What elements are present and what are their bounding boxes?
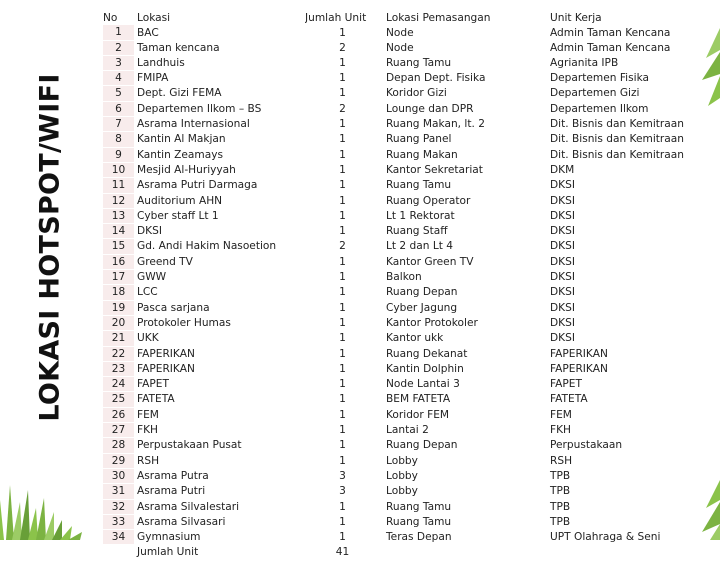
cell-unit-kerja: DKSI — [550, 332, 575, 345]
cell-no: 22 — [103, 346, 134, 361]
cell-jumlah-unit: 1 — [339, 209, 346, 222]
cell-no: 29 — [103, 453, 134, 468]
table-row — [103, 499, 718, 514]
table-row — [103, 117, 718, 132]
cell-unit-kerja: DKSI — [550, 194, 575, 207]
cell-lokasi-pemasangan: Ruang Tamu — [386, 515, 452, 528]
cell-no: 26 — [103, 407, 134, 422]
cell-unit-kerja: TPB — [550, 485, 571, 498]
cell-jumlah-unit: 1 — [339, 347, 346, 360]
cell-lokasi: Mesjid Al-Huriyyah — [137, 163, 236, 176]
cell-no: 5 — [103, 86, 134, 101]
table-row — [103, 132, 718, 147]
cell-lokasi-pemasangan: Ruang Tamu — [386, 56, 452, 69]
cell-no: 32 — [103, 499, 134, 514]
cell-jumlah-unit: 1 — [339, 424, 346, 437]
table-row — [103, 484, 718, 499]
cell-lokasi-pemasangan: Balkon — [386, 271, 422, 284]
cell-unit-kerja: Dit. Bisnis dan Kemitraan — [550, 133, 684, 146]
cell-unit-kerja: DKSI — [550, 240, 575, 253]
cell-no: 3 — [103, 55, 134, 70]
cell-no: 8 — [103, 132, 134, 147]
cell-jumlah-unit: 1 — [339, 316, 346, 329]
cell-lokasi-pemasangan: Koridor FEM — [386, 408, 450, 421]
cell-lokasi-pemasangan: Lantai 2 — [386, 424, 429, 437]
cell-lokasi: Kantin Zeamays — [137, 148, 224, 161]
cell-no: 9 — [103, 147, 134, 162]
table-row — [103, 55, 718, 70]
cell-unit-kerja: TPB — [550, 500, 571, 513]
cell-jumlah-unit: 1 — [339, 515, 346, 528]
cell-jumlah-unit: 1 — [339, 179, 346, 192]
cell-lokasi-pemasangan: Lobby — [386, 469, 418, 482]
table-row — [103, 25, 718, 40]
cell-lokasi: FMIPA — [137, 72, 169, 85]
cell-unit-kerja: FEM — [550, 408, 572, 421]
cell-lokasi: Asrama Putri Darmaga — [137, 179, 258, 192]
total-value: 41 — [335, 546, 350, 559]
cell-jumlah-unit: 3 — [339, 469, 346, 482]
cell-jumlah-unit: 1 — [339, 531, 346, 544]
cell-lokasi-pemasangan: Ruang Makan — [386, 148, 458, 161]
cell-jumlah-unit: 2 — [339, 240, 346, 253]
cell-lokasi: Landhuis — [137, 56, 185, 69]
cell-lokasi: Asrama Internasional — [137, 118, 250, 131]
side-title-container — [22, 12, 78, 482]
cell-lokasi-pemasangan: Ruang Tamu — [386, 179, 452, 192]
cell-lokasi: FKH — [137, 424, 159, 437]
cell-lokasi-pemasangan: Kantor Protokoler — [386, 316, 478, 329]
cell-jumlah-unit: 1 — [339, 332, 346, 345]
cell-jumlah-unit: 1 — [339, 194, 346, 207]
cell-unit-kerja: TPB — [550, 469, 571, 482]
cell-unit-kerja: DKSI — [550, 179, 575, 192]
table-row — [103, 392, 718, 407]
cell-jumlah-unit: 2 — [339, 41, 346, 54]
cell-no: 28 — [103, 438, 134, 453]
cell-lokasi-pemasangan: Node — [386, 26, 414, 39]
cell-no: 18 — [103, 285, 134, 300]
cell-jumlah-unit: 1 — [339, 439, 346, 452]
cell-no: 4 — [103, 71, 134, 86]
cell-unit-kerja: Departemen Gizi — [550, 87, 640, 100]
table-row — [103, 468, 718, 483]
cell-unit-kerja: RSH — [550, 454, 573, 467]
cell-lokasi: Protokoler Humas — [137, 316, 231, 329]
cell-unit-kerja: DKSI — [550, 286, 575, 299]
cell-lokasi: Auditorium AHN — [137, 194, 223, 207]
table-row — [103, 162, 718, 177]
cell-lokasi-pemasangan: Ruang Makan, lt. 2 — [386, 118, 485, 131]
table-row — [103, 514, 718, 529]
cell-lokasi: Gd. Andi Hakim Nasoetion — [137, 240, 277, 253]
header-lokasi-pemasangan: Lokasi Pemasangan — [386, 12, 491, 24]
cell-jumlah-unit: 1 — [339, 454, 346, 467]
table-row — [103, 101, 718, 116]
cell-no: 20 — [103, 315, 134, 330]
cell-unit-kerja: Admin Taman Kencana — [550, 41, 671, 54]
total-no-cell — [103, 545, 134, 560]
total-label: Jumlah Unit — [137, 546, 199, 559]
cell-jumlah-unit: 1 — [339, 118, 346, 131]
cell-lokasi: Gymnasium — [137, 531, 201, 544]
cell-lokasi: Departemen Ilkom – BS — [137, 102, 262, 115]
cell-jumlah-unit: 1 — [339, 500, 346, 513]
cell-jumlah-unit: 1 — [339, 408, 346, 421]
cell-jumlah-unit: 3 — [339, 485, 346, 498]
cell-lokasi-pemasangan: Teras Depan — [386, 531, 452, 544]
cell-unit-kerja: DKSI — [550, 255, 575, 268]
side-title: LOKASI HOTSPOT/WIFI — [34, 72, 66, 422]
cell-lokasi: Asrama Silvasari — [137, 515, 226, 528]
cell-unit-kerja: Dit. Bisnis dan Kemitraan — [550, 148, 684, 161]
cell-jumlah-unit: 1 — [339, 255, 346, 268]
cell-lokasi: Asrama Silvalestari — [137, 500, 240, 513]
cell-lokasi-pemasangan: BEM FATETA — [386, 393, 451, 406]
table-row — [103, 300, 718, 315]
table-row — [103, 71, 718, 86]
cell-jumlah-unit: 1 — [339, 378, 346, 391]
cell-lokasi-pemasangan: Lounge dan DPR — [386, 102, 474, 115]
cell-lokasi: DKSI — [137, 225, 162, 238]
cell-no: 30 — [103, 468, 134, 483]
table-row — [103, 285, 718, 300]
cell-no: 7 — [103, 117, 134, 132]
cell-lokasi-pemasangan: Ruang Depan — [386, 286, 458, 299]
cell-lokasi: Dept. Gizi FEMA — [137, 87, 222, 100]
cell-lokasi: Perpustakaan Pusat — [137, 439, 242, 452]
cell-jumlah-unit: 1 — [339, 26, 346, 39]
cell-jumlah-unit: 1 — [339, 87, 346, 100]
table-row — [103, 224, 718, 239]
cell-lokasi: Greend TV — [137, 255, 193, 268]
total-row — [103, 545, 718, 560]
table-row — [103, 254, 718, 269]
header-no: No — [103, 11, 134, 25]
cell-lokasi-pemasangan: Node — [386, 41, 414, 54]
header-unit-kerja: Unit Kerja — [550, 12, 602, 24]
cell-jumlah-unit: 1 — [339, 286, 346, 299]
cell-no: 13 — [103, 208, 134, 223]
cell-unit-kerja: Admin Taman Kencana — [550, 26, 671, 39]
table-row — [103, 377, 718, 392]
cell-lokasi: Asrama Putra — [137, 469, 209, 482]
cell-lokasi-pemasangan: Lobby — [386, 454, 418, 467]
cell-lokasi-pemasangan: Lt 1 Rektorat — [386, 209, 455, 222]
cell-unit-kerja: DKSI — [550, 209, 575, 222]
table-row — [103, 530, 718, 545]
table-row — [103, 40, 718, 55]
cell-lokasi: RSH — [137, 454, 160, 467]
grass-decoration — [0, 440, 84, 540]
cell-lokasi: UKK — [137, 332, 159, 345]
table-row — [103, 453, 718, 468]
cell-jumlah-unit: 1 — [339, 72, 346, 85]
cell-lokasi-pemasangan: Kantor Green TV — [386, 255, 474, 268]
cell-no: 23 — [103, 361, 134, 376]
cell-no: 31 — [103, 484, 134, 499]
table-row — [103, 208, 718, 223]
cell-lokasi-pemasangan: Kantor ukk — [386, 332, 444, 345]
cell-lokasi: Pasca sarjana — [137, 301, 210, 314]
table-row — [103, 407, 718, 422]
cell-jumlah-unit: 1 — [339, 271, 346, 284]
cell-unit-kerja: DKSI — [550, 316, 575, 329]
cell-unit-kerja: Agrianita IPB — [550, 56, 619, 69]
cell-lokasi-pemasangan: Kantin Dolphin — [386, 362, 464, 375]
cell-jumlah-unit: 1 — [339, 362, 346, 375]
table-row — [103, 346, 718, 361]
cell-unit-kerja: DKSI — [550, 225, 575, 238]
cell-lokasi: Asrama Putri — [137, 485, 206, 498]
total-empty-cell-2 — [546, 545, 718, 560]
cell-lokasi: FAPERIKAN — [137, 362, 195, 375]
cell-lokasi: FAPET — [137, 378, 169, 391]
cell-no: 11 — [103, 178, 134, 193]
cell-lokasi-pemasangan: Ruang Depan — [386, 439, 458, 452]
cell-unit-kerja: Perpustakaan — [550, 439, 623, 452]
total-empty-cell — [380, 545, 546, 560]
table-row — [103, 315, 718, 330]
cell-jumlah-unit: 1 — [339, 133, 346, 146]
cell-no: 14 — [103, 224, 134, 239]
cell-lokasi-pemasangan: Lt 2 dan Lt 4 — [386, 240, 453, 253]
cell-no: 19 — [103, 300, 134, 315]
cell-lokasi-pemasangan: Depan Dept. Fisika — [386, 72, 486, 85]
cell-lokasi: FEM — [137, 408, 159, 421]
cell-lokasi-pemasangan: Lobby — [386, 485, 418, 498]
cell-lokasi: GWW — [137, 271, 167, 284]
cell-unit-kerja: TPB — [550, 515, 571, 528]
cell-unit-kerja: FAPET — [550, 378, 582, 391]
cell-jumlah-unit: 2 — [339, 102, 346, 115]
table-row — [103, 193, 718, 208]
cell-lokasi: BAC — [137, 26, 159, 39]
cell-unit-kerja: FAPERIKAN — [550, 362, 608, 375]
cell-no: 12 — [103, 193, 134, 208]
cell-lokasi-pemasangan: Node Lantai 3 — [386, 378, 460, 391]
cell-lokasi: FAPERIKAN — [137, 347, 195, 360]
cell-unit-kerja: DKSI — [550, 301, 575, 314]
cell-jumlah-unit: 1 — [339, 301, 346, 314]
cell-unit-kerja: DKSI — [550, 271, 575, 284]
cell-jumlah-unit: 1 — [339, 163, 346, 176]
table-row — [103, 86, 718, 101]
cell-lokasi-pemasangan: Kantor Sekretariat — [386, 163, 483, 176]
cell-lokasi: FATETA — [137, 393, 175, 406]
cell-no: 10 — [103, 162, 134, 177]
cell-unit-kerja: Departemen Fisika — [550, 72, 650, 85]
cell-lokasi: Taman kencana — [137, 41, 220, 54]
cell-jumlah-unit: 1 — [339, 393, 346, 406]
table-row — [103, 361, 718, 376]
cell-no: 6 — [103, 101, 134, 116]
cell-lokasi-pemasangan: Ruang Dekanat — [386, 347, 468, 360]
cell-unit-kerja: FKH — [550, 424, 572, 437]
table-row — [103, 147, 718, 162]
cell-no: 25 — [103, 392, 134, 407]
cell-no: 34 — [103, 530, 134, 545]
table-row — [103, 423, 718, 438]
cell-lokasi: Cyber staff Lt 1 — [137, 209, 219, 222]
cell-jumlah-unit: 1 — [339, 148, 346, 161]
cell-no: 1 — [103, 25, 134, 40]
header-lokasi: Lokasi — [137, 12, 171, 24]
cell-no: 24 — [103, 377, 134, 392]
cell-unit-kerja: FAPERIKAN — [550, 347, 608, 360]
cell-no: 2 — [103, 40, 134, 55]
cell-no: 27 — [103, 423, 134, 438]
cell-lokasi: LCC — [137, 286, 158, 299]
cell-unit-kerja: Dit. Bisnis dan Kemitraan — [550, 118, 684, 131]
cell-no: 16 — [103, 254, 134, 269]
table-row — [103, 331, 718, 346]
table-row — [103, 270, 718, 285]
table-row — [103, 178, 718, 193]
cell-unit-kerja: FATETA — [550, 393, 588, 406]
cell-jumlah-unit: 1 — [339, 225, 346, 238]
cell-lokasi-pemasangan: Ruang Operator — [386, 194, 471, 207]
table-row — [103, 239, 718, 254]
cell-unit-kerja: UPT Olahraga & Seni — [550, 531, 661, 544]
header-jumlah-unit: Jumlah Unit — [305, 12, 367, 24]
cell-jumlah-unit: 1 — [339, 56, 346, 69]
hotspot-table — [103, 11, 718, 561]
cell-lokasi-pemasangan: Koridor Gizi — [386, 87, 447, 100]
cell-lokasi-pemasangan: Ruang Panel — [386, 133, 452, 146]
cell-no: 15 — [103, 239, 134, 254]
table-row — [103, 438, 718, 453]
cell-unit-kerja: Departemen Ilkom — [550, 102, 649, 115]
cell-no: 21 — [103, 331, 134, 346]
cell-lokasi: Kantin Al Makjan — [137, 133, 226, 146]
cell-unit-kerja: DKM — [550, 163, 575, 176]
cell-lokasi-pemasangan: Ruang Staff — [386, 225, 448, 238]
cell-lokasi-pemasangan: Ruang Tamu — [386, 500, 452, 513]
header-row — [103, 11, 718, 25]
cell-no: 33 — [103, 514, 134, 529]
cell-no: 17 — [103, 270, 134, 285]
cell-lokasi-pemasangan: Cyber Jagung — [386, 301, 458, 314]
